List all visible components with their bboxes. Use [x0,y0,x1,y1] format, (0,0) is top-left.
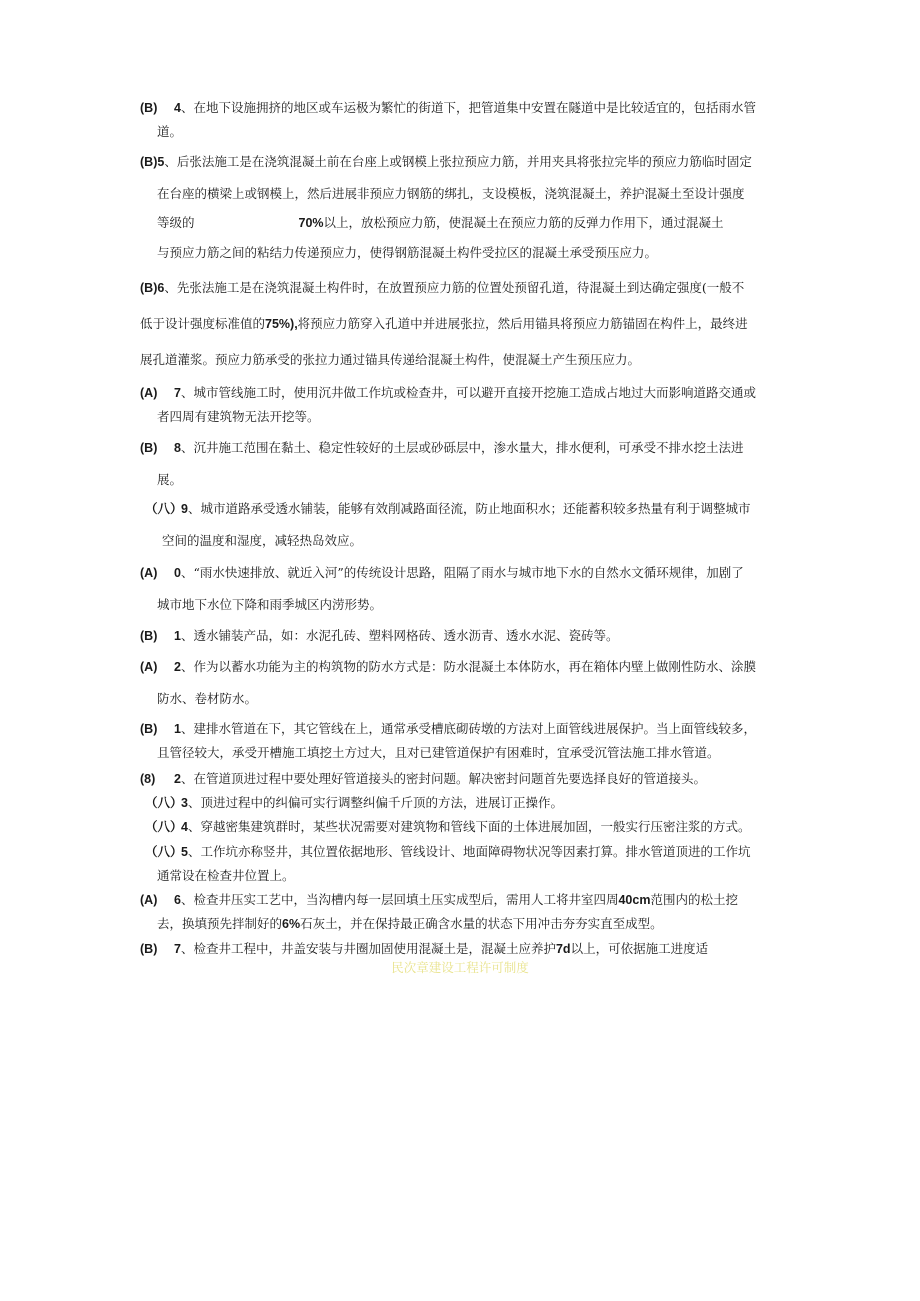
item-label: (B)5 [140,155,165,169]
item-text: 、顶进过程中的纠偏可实行调整纠偏千斤顶的方法，进展订正操作。 [187,795,563,810]
paragraph-item [145,791,795,815]
item-text: 、检查井压实工艺中，当沟槽内每一层回填土压实成型后，需用人工将井室四周 [180,892,619,907]
item-label: （八） [145,820,183,834]
item-label: (A) [140,660,158,674]
paragraph-item [140,381,790,428]
item-text: 以上，可依据施工进度适 [570,941,709,956]
item-number: 8 [174,441,181,455]
item-label: (B) [140,942,158,956]
paragraph-item [140,561,790,616]
item-text: 低于设计强度标准值的 [140,316,266,331]
item-value: 70% [298,216,324,230]
item-number: 1 [174,629,181,643]
item-text: 展。 [157,472,183,487]
paragraph-item [140,436,790,491]
item-text: 、沉井施工范围在黏土、稳定性较好的土层或砂砾层中，渗水量大，排水便利，可承受不排水挖土法进 [180,440,744,455]
paragraph-item [140,150,790,264]
item-number: 4 [174,101,181,115]
item-label: (B) [140,629,158,643]
item-text: 展孔道灌浆。预应力筋承受的张拉力通过锚具传递给混凝土构件，使混凝土产生预压应力。 [140,352,641,367]
item-text: 在台座的横梁上或钢模上，然后进展非预应力钢筋的绑扎，支设模板，浇筑混凝土，养护混凝土至设计强度 [157,186,745,201]
item-number: 2 [174,660,181,674]
item-number: 7 [174,386,181,400]
item-label: (A) [140,386,158,400]
item-text: 、“雨水快速排放、就近入河”的传统设计思路，阻隔了雨水与城市地下水的自然水文循环规律，加剧了 [180,565,744,580]
item-text: 、建排水管道在下，其它管线在上，通常承受槽底砌砖墩的方法对上面管线进展保护。当上面管线较多， [180,721,756,736]
item-number: 9 [181,502,188,516]
item-number: 6 [174,893,181,907]
item-number: 4 [181,820,188,834]
item-label: (B) [140,722,158,736]
item-text: 石灰土，并在保持最正确含水量的状态下用冲击夯夯实直至成型。 [300,916,663,931]
item-text: 、先张法施工是在浇筑混凝土构件时，在放置预应力筋的位置处预留孔道，待混凝土到达确定强度(一般不 [164,280,745,295]
item-text: 去，换填预先拌制好的 [157,916,283,931]
item-label: (8) [140,772,156,786]
item-text: 通常设在检查井位置上。 [157,868,295,883]
paragraph-item [140,96,790,143]
paragraph-item [145,497,795,552]
item-text: 城市地下水位下降和雨季城区内涝形势。 [157,597,383,612]
item-value: 7d [555,942,571,956]
item-text: 、检查井工程中，井盖安装与井圈加固使用混凝土是，混凝土应养护 [180,941,556,956]
item-label: (B)6 [140,281,165,295]
item-value: 75%), [265,317,298,331]
item-text: 以上，放松预应力筋，使混凝土在预应力筋的反弹力作用下，通过混凝土 [323,215,724,230]
item-text: 、作为以蓄水功能为主的构筑物的防水方式是：防水混凝土本体防水，再在箱体内壁上做刚性防水、涂膜 [180,659,756,674]
item-text: 、工作坑亦称竖井，其位置依据地形、管线设计、地面障碍物状况等因素打算。排水管道顶进的工作坑 [187,844,751,859]
item-text: 、在地下设施拥挤的地区或车运极为繁忙的街道下，把管道集中安置在隧道中是比较适宜的，包括雨水管 [180,100,756,115]
item-number: 3 [181,796,188,810]
item-text: 空间的温度和湿度，减轻热岛效应。 [162,533,363,548]
item-label: (A) [140,566,158,580]
item-label: （八） [145,845,183,859]
item-text: 、后张法施工是在浇筑混凝土前在台座上或钢模上张拉预应力筋，并用夹具将张拉完毕的预应力筋临时固定 [164,154,752,169]
paragraph-item [140,624,790,648]
watermark-text: 民次章建设工程许可制度 [391,960,529,975]
item-text: 、城市道路承受透水铺装，能够有效削减路面径流，防止地面积水；还能蓄积较多热量有利于调整城市 [187,501,751,516]
item-text: 且管径较大，承受开槽施工填挖土方过大，且对已建管道保护有困难时，宜承受沉管法施工排水管道。 [157,745,720,760]
paragraph-item [145,815,795,839]
paragraph-item [140,767,790,791]
item-text: 道。 [157,124,183,139]
item-label: （八） [145,502,183,516]
item-text: 者四周有建筑物无法开挖等。 [157,409,320,424]
item-text: 、城市管线施工时，使用沉井做工作坑或检查井，可以避开直接开挖施工造成占地过大而影响道路交通或 [180,385,756,400]
item-text: 、穿越密集建筑群时，某些状况需要对建筑物和管线下面的土体进展加固，一般实行压密注浆的方式。 [187,819,751,834]
item-text: 等级的 [157,215,195,230]
item-label: (B) [140,441,158,455]
item-label: （八） [145,796,183,810]
item-value: 40cm [618,893,651,907]
item-label: (A) [140,893,158,907]
item-number: 2 [174,772,181,786]
item-text: 与预应力筋之间的粘结力传递预应力，使得钢筋混凝土构件受拉区的混凝土承受预压应力。 [157,245,658,260]
item-text: 防水、卷材防水。 [157,691,258,706]
item-number: 0 [174,566,181,580]
item-text: 将预应力筋穿入孔道中并进展张拉，然后用锚具将预应力筋锚固在构件上，最终进 [297,316,748,331]
paragraph-item [145,840,795,887]
item-number: 1 [174,722,181,736]
item-text: 、在管道顶进过程中要处理好管道接头的密封问题。解决密封问题首先要选择良好的管道接头。 [180,771,706,786]
item-value: 6% [282,917,301,931]
item-label: (B) [140,101,158,115]
item-number: 7 [174,942,181,956]
paragraph-item [140,276,790,371]
paragraph-item [140,717,790,764]
paragraph-item [140,888,790,936]
paragraph-item [140,655,790,710]
item-text: 范围内的松土挖 [650,892,738,907]
item-text: 、透水铺装产品，如：水泥孔砖、塑料网格砖、透水沥青、透水水泥、瓷砖等。 [180,628,619,643]
item-number: 5 [181,845,188,859]
